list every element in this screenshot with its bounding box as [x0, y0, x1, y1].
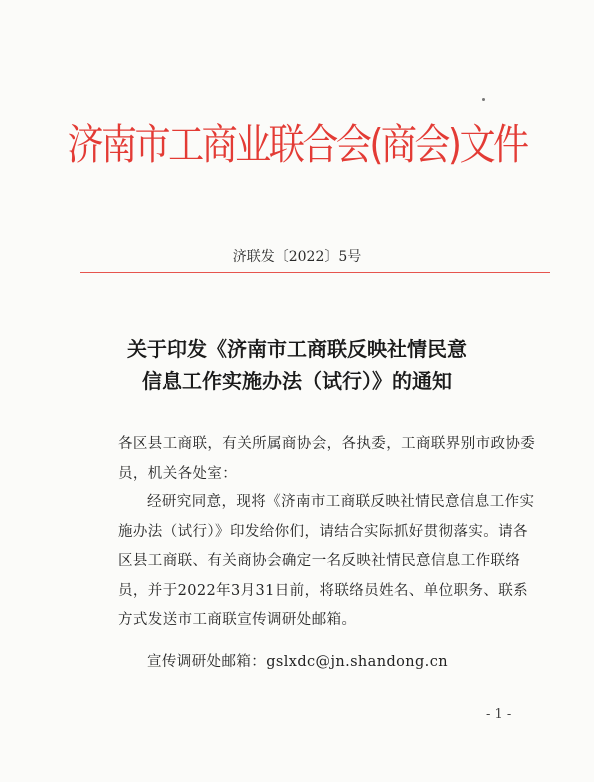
email-paragraph: 宣传调研处邮箱：gslxdc@jn.shandong.cn — [147, 654, 448, 670]
document-subject — [0, 333, 594, 397]
subject-line-2: 信息工作实施办法（试行）》的通知 — [142, 369, 452, 393]
page-number: - 1 - — [486, 707, 512, 722]
addressee-paragraph: 各区县工商联，有关所属商协会，各执委，工商联界别市政协委员，机关各处室： — [118, 436, 536, 482]
issuer-header-title: 济南市工商业联合会(商会)文件 — [67, 120, 527, 169]
red-divider-line — [80, 272, 550, 273]
subject-line-1: 关于印发《济南市工商联反映社情民意 — [127, 337, 467, 361]
document-number: 济联发〔2022〕5号 — [232, 249, 362, 265]
body-paragraph: 经研究同意，现将《济南市工商联反映社情民意信息工作实施办法（试行）》印发给你们，请结合实际抓好贯彻落实。请各区县工商联、有关商协会确定一名反映社情民意信息工作联络员，并于2022年3月31日前，将联络员姓名、单位职务、联系方式发送市工商联宣传调研处邮箱。 — [118, 494, 535, 628]
scan-speck — [482, 98, 485, 101]
